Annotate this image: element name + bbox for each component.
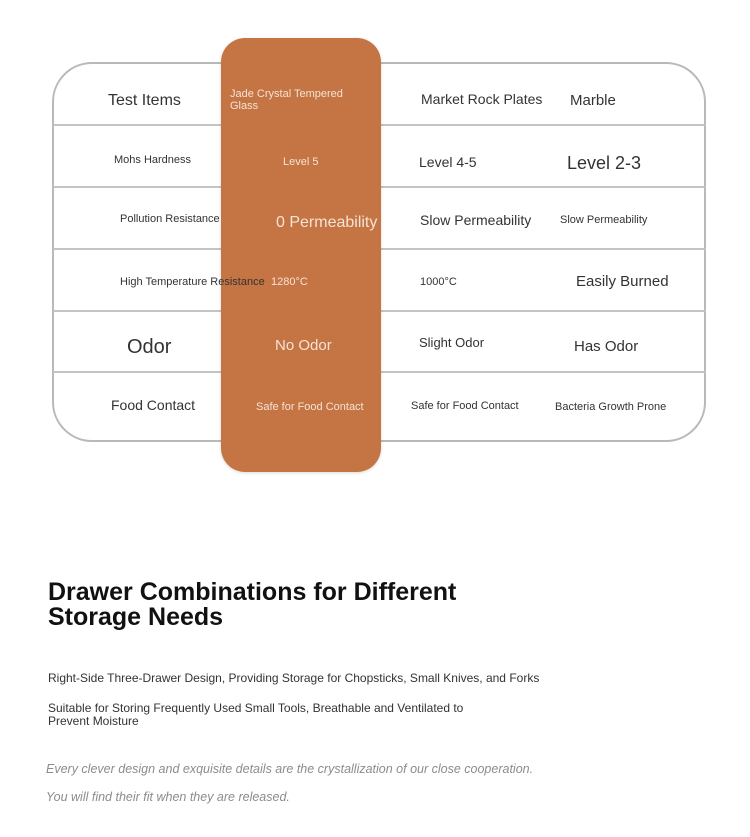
cell-marble-pollution: Slow Permeability: [560, 214, 648, 226]
row-label-temperature: High Temperature Resistance: [120, 276, 265, 288]
row-label-food-contact: Food Contact: [111, 397, 196, 413]
cell-jade-food-contact: Safe for Food Contact: [256, 401, 364, 413]
cell-jade-hardness: Level 5: [283, 156, 319, 168]
feature-text-2-line2: Prevent Moisture: [48, 714, 139, 728]
feature-text-2-line1: Suitable for Storing Frequently Used Small Tools, Breathable and Ventilated to: [48, 701, 464, 715]
row-label-pollution: Pollution Resistance: [120, 213, 220, 225]
quote-line-1: Every clever design and exquisite details are the crystallization of our close cooperation.: [46, 762, 534, 776]
quote-line-2: You will find their fit when they are released.: [46, 790, 290, 804]
feature-text-1: Right-Side Three-Drawer Design, Providing Storage for Chopsticks, Small Knives, and Forks: [48, 671, 540, 685]
cell-jade-temperature: 1280°C: [271, 276, 308, 288]
cell-rock-hardness: Level 4-5: [419, 154, 477, 170]
section-heading-line1: Drawer Combinations for Different: [48, 578, 457, 606]
cell-rock-pollution: Slow Permeability: [420, 212, 532, 228]
cell-jade-odor: No Odor: [275, 337, 332, 354]
header-jade-glass: Jade Crystal Tempered Glass: [230, 88, 343, 112]
cell-rock-temperature: 1000°C: [420, 276, 457, 288]
cell-marble-food-contact: Bacteria Growth Prone: [555, 401, 667, 413]
section-heading: [48, 580, 456, 630]
section-heading-line2: Storage Needs: [48, 603, 224, 631]
cell-jade-pollution: 0 Permeability: [276, 214, 378, 231]
header-market-rock: Market Rock Plates: [421, 91, 543, 107]
cell-marble-odor: Has Odor: [574, 338, 639, 355]
cell-rock-odor: Slight Odor: [419, 335, 485, 350]
feature-text-2: [48, 702, 463, 728]
row-label-odor: Odor: [127, 336, 172, 358]
header-marble: Marble: [570, 92, 616, 109]
row-label-hardness: Mohs Hardness: [114, 154, 192, 166]
header-test-items: Test Items: [108, 92, 181, 109]
cell-marble-temperature: Easily Burned: [576, 273, 669, 290]
cell-marble-hardness: Level 2-3: [567, 153, 642, 173]
cell-rock-food-contact: Safe for Food Contact: [411, 400, 519, 412]
